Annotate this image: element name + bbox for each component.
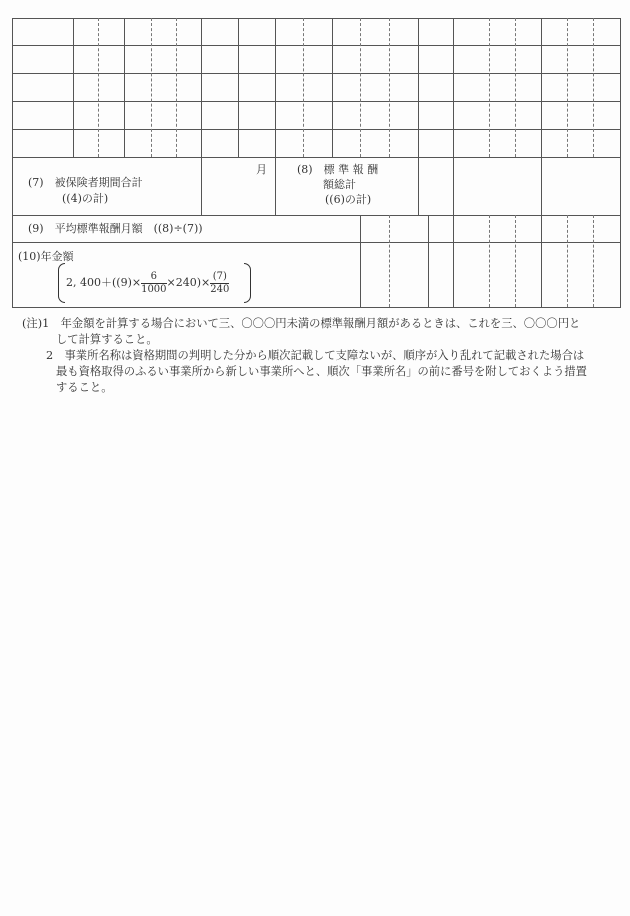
note-2	[22, 348, 622, 364]
note1-line1: 年金額を計算する場合において三、〇〇〇円未満の標準報酬月額があるときは、これを三、〇〇〇円と	[60, 317, 581, 330]
grid-line-v	[12, 18, 13, 307]
grid-line-dashed	[489, 215, 490, 307]
note-num: 2	[46, 349, 54, 362]
right-paren	[244, 263, 251, 303]
grid-line-v	[201, 157, 202, 215]
grid-line-dashed	[567, 18, 568, 157]
grid-line-v	[453, 157, 454, 215]
grid-line-h	[12, 215, 621, 216]
grid-line-h	[12, 18, 621, 19]
formula-part-a: 2, 400＋((9)×	[66, 276, 142, 289]
grid-line-dashed	[489, 18, 490, 157]
row8-label: (8) 標 準 報 酬	[297, 163, 379, 176]
grid-line-h	[12, 45, 621, 46]
grid-line-v	[201, 18, 202, 157]
grid-line-dashed	[593, 18, 594, 157]
grid-line-v	[332, 18, 333, 157]
grid-line-v	[541, 18, 542, 157]
month-unit: 月	[256, 163, 267, 176]
grid-line-h	[12, 101, 621, 102]
grid-line-v	[541, 215, 542, 307]
row8-line2: 額総計	[323, 178, 356, 191]
grid-line-v	[418, 18, 419, 157]
fraction-1	[141, 271, 166, 296]
grid-line-dashed	[567, 215, 568, 307]
grid-line-dashed	[176, 18, 177, 157]
grid-line-h	[12, 129, 621, 130]
grid-line-h	[12, 73, 621, 74]
numerator: (7)	[210, 271, 229, 284]
grid-line-v	[238, 18, 239, 157]
left-paren	[58, 263, 65, 303]
grid-line-h	[12, 157, 621, 158]
grid-line-v	[124, 18, 125, 157]
grid-line-dashed	[389, 18, 390, 157]
grid-line-v	[418, 157, 419, 215]
grid-line-dashed	[360, 18, 361, 157]
grid-line-v	[453, 215, 454, 307]
grid-line-dashed	[98, 18, 99, 157]
numerator: 6	[141, 271, 166, 284]
grid-line-v	[275, 157, 276, 215]
grid-line-v	[275, 18, 276, 157]
denominator: 1000	[141, 283, 167, 295]
note2-line3: すること。	[56, 381, 113, 394]
grid-line-v	[620, 18, 621, 307]
grid-line-v	[73, 18, 74, 157]
row7-label: (7) 被保険者期間合計	[28, 176, 143, 189]
fraction-2	[210, 271, 229, 296]
formula	[66, 268, 229, 298]
row10-label: (10)年金額	[18, 250, 74, 263]
grid-line-dashed	[303, 18, 304, 157]
notes	[22, 316, 622, 396]
grid-line-v	[360, 215, 361, 307]
grid-line-dashed	[389, 215, 390, 307]
note2-line2: 最も資格取得のふるい事業所から新しい事業所へと、順次「事業所名」の前に番号を附しておくよう措置	[56, 365, 587, 378]
grid-line-v	[428, 215, 429, 307]
grid-line-dashed	[515, 18, 516, 157]
grid-line-dashed	[593, 215, 594, 307]
denominator: 240	[210, 283, 230, 295]
note-prefix: (注)1	[22, 317, 50, 330]
note2-line1: 事業所名称は資格期間の判明した分から順次記載して支障ないが、順序が入り乱れて記載された場合は	[64, 349, 585, 362]
note-1	[22, 316, 622, 332]
row9-label: (9) 平均標準報酬月額 ((8)÷(7))	[28, 222, 203, 235]
row8-sub: ((6)の計)	[325, 193, 372, 206]
formula-part-b: ×240)×	[166, 276, 211, 289]
grid-line-dashed	[515, 215, 516, 307]
row7-sub: ((4)の計)	[62, 192, 109, 205]
grid-line-v	[541, 157, 542, 215]
grid-line-v	[453, 18, 454, 157]
note1-line2: して計算すること。	[56, 333, 158, 346]
grid-line-h	[12, 242, 621, 243]
grid-line-h	[12, 307, 621, 308]
grid-line-dashed	[151, 18, 152, 157]
